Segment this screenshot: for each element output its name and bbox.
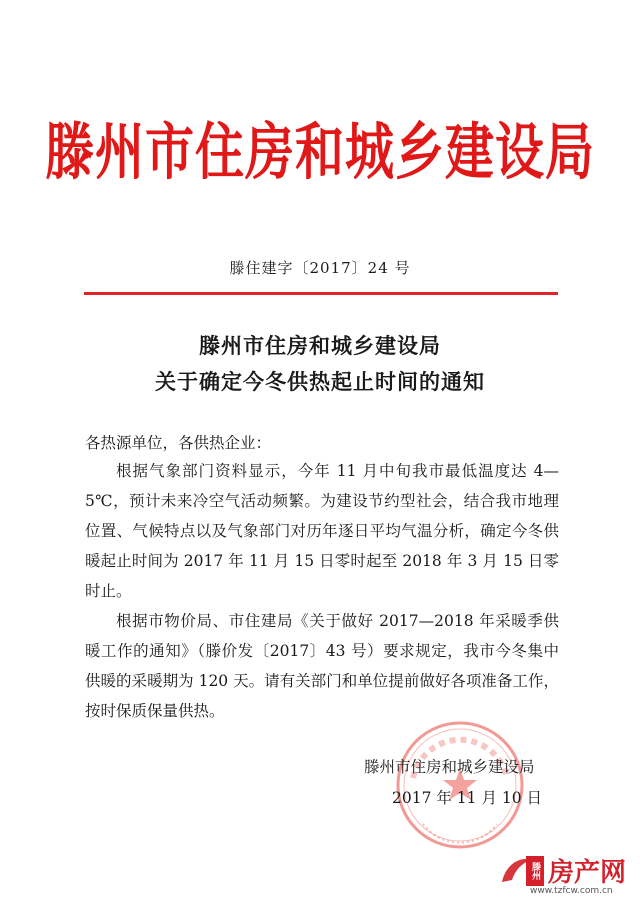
salutation: 各热源单位，各供热企业： — [85, 434, 272, 452]
signature-date: 2017 年 11 月 10 日 — [392, 789, 543, 807]
signature-organization: 滕州市住房和城乡建设局 — [364, 758, 535, 776]
paragraph-2: 根据市物价局、市住建局《关于做好 2017—2018 年采暖季供暖工作的通知》（滕价发〔2017〕43 号）要求规定，我市今冬集中供暖的采暖期为 120 天。请有关部门和单位提前做好各项准备工作，按时保质保量供热。 — [85, 612, 559, 720]
official-seal-stamp — [393, 718, 527, 852]
watermark-badge: 滕州 — [526, 856, 544, 886]
document-number: 滕住建字〔2017〕24 号 — [229, 259, 411, 277]
watermark-url: www.tzfcw.com.cn — [530, 886, 613, 896]
red-divider-rule — [84, 292, 558, 295]
title-line-1: 滕州市住房和城乡建设局 — [199, 333, 441, 358]
site-watermark — [498, 850, 630, 900]
title-line-2: 关于确定今冬供热起止时间的通知 — [155, 369, 485, 394]
paragraph-1: 根据气象部门资料显示，今年 11 月中旬我市最低温度达 4—5℃，预计未来冷空气活动频繁。为建设节约型社会，结合我市地理位置、气候特点以及气象部门对历年逐日平均气温分析，确定今冬供暖起止时间为 2017 年 11 月 15 日零时起至 2018 年 3 月 15 日零时止。 — [85, 462, 559, 600]
org-letterhead: 滕州市住房和城乡建设局 — [44, 116, 595, 188]
watermark-title: 房产网 — [548, 858, 627, 888]
